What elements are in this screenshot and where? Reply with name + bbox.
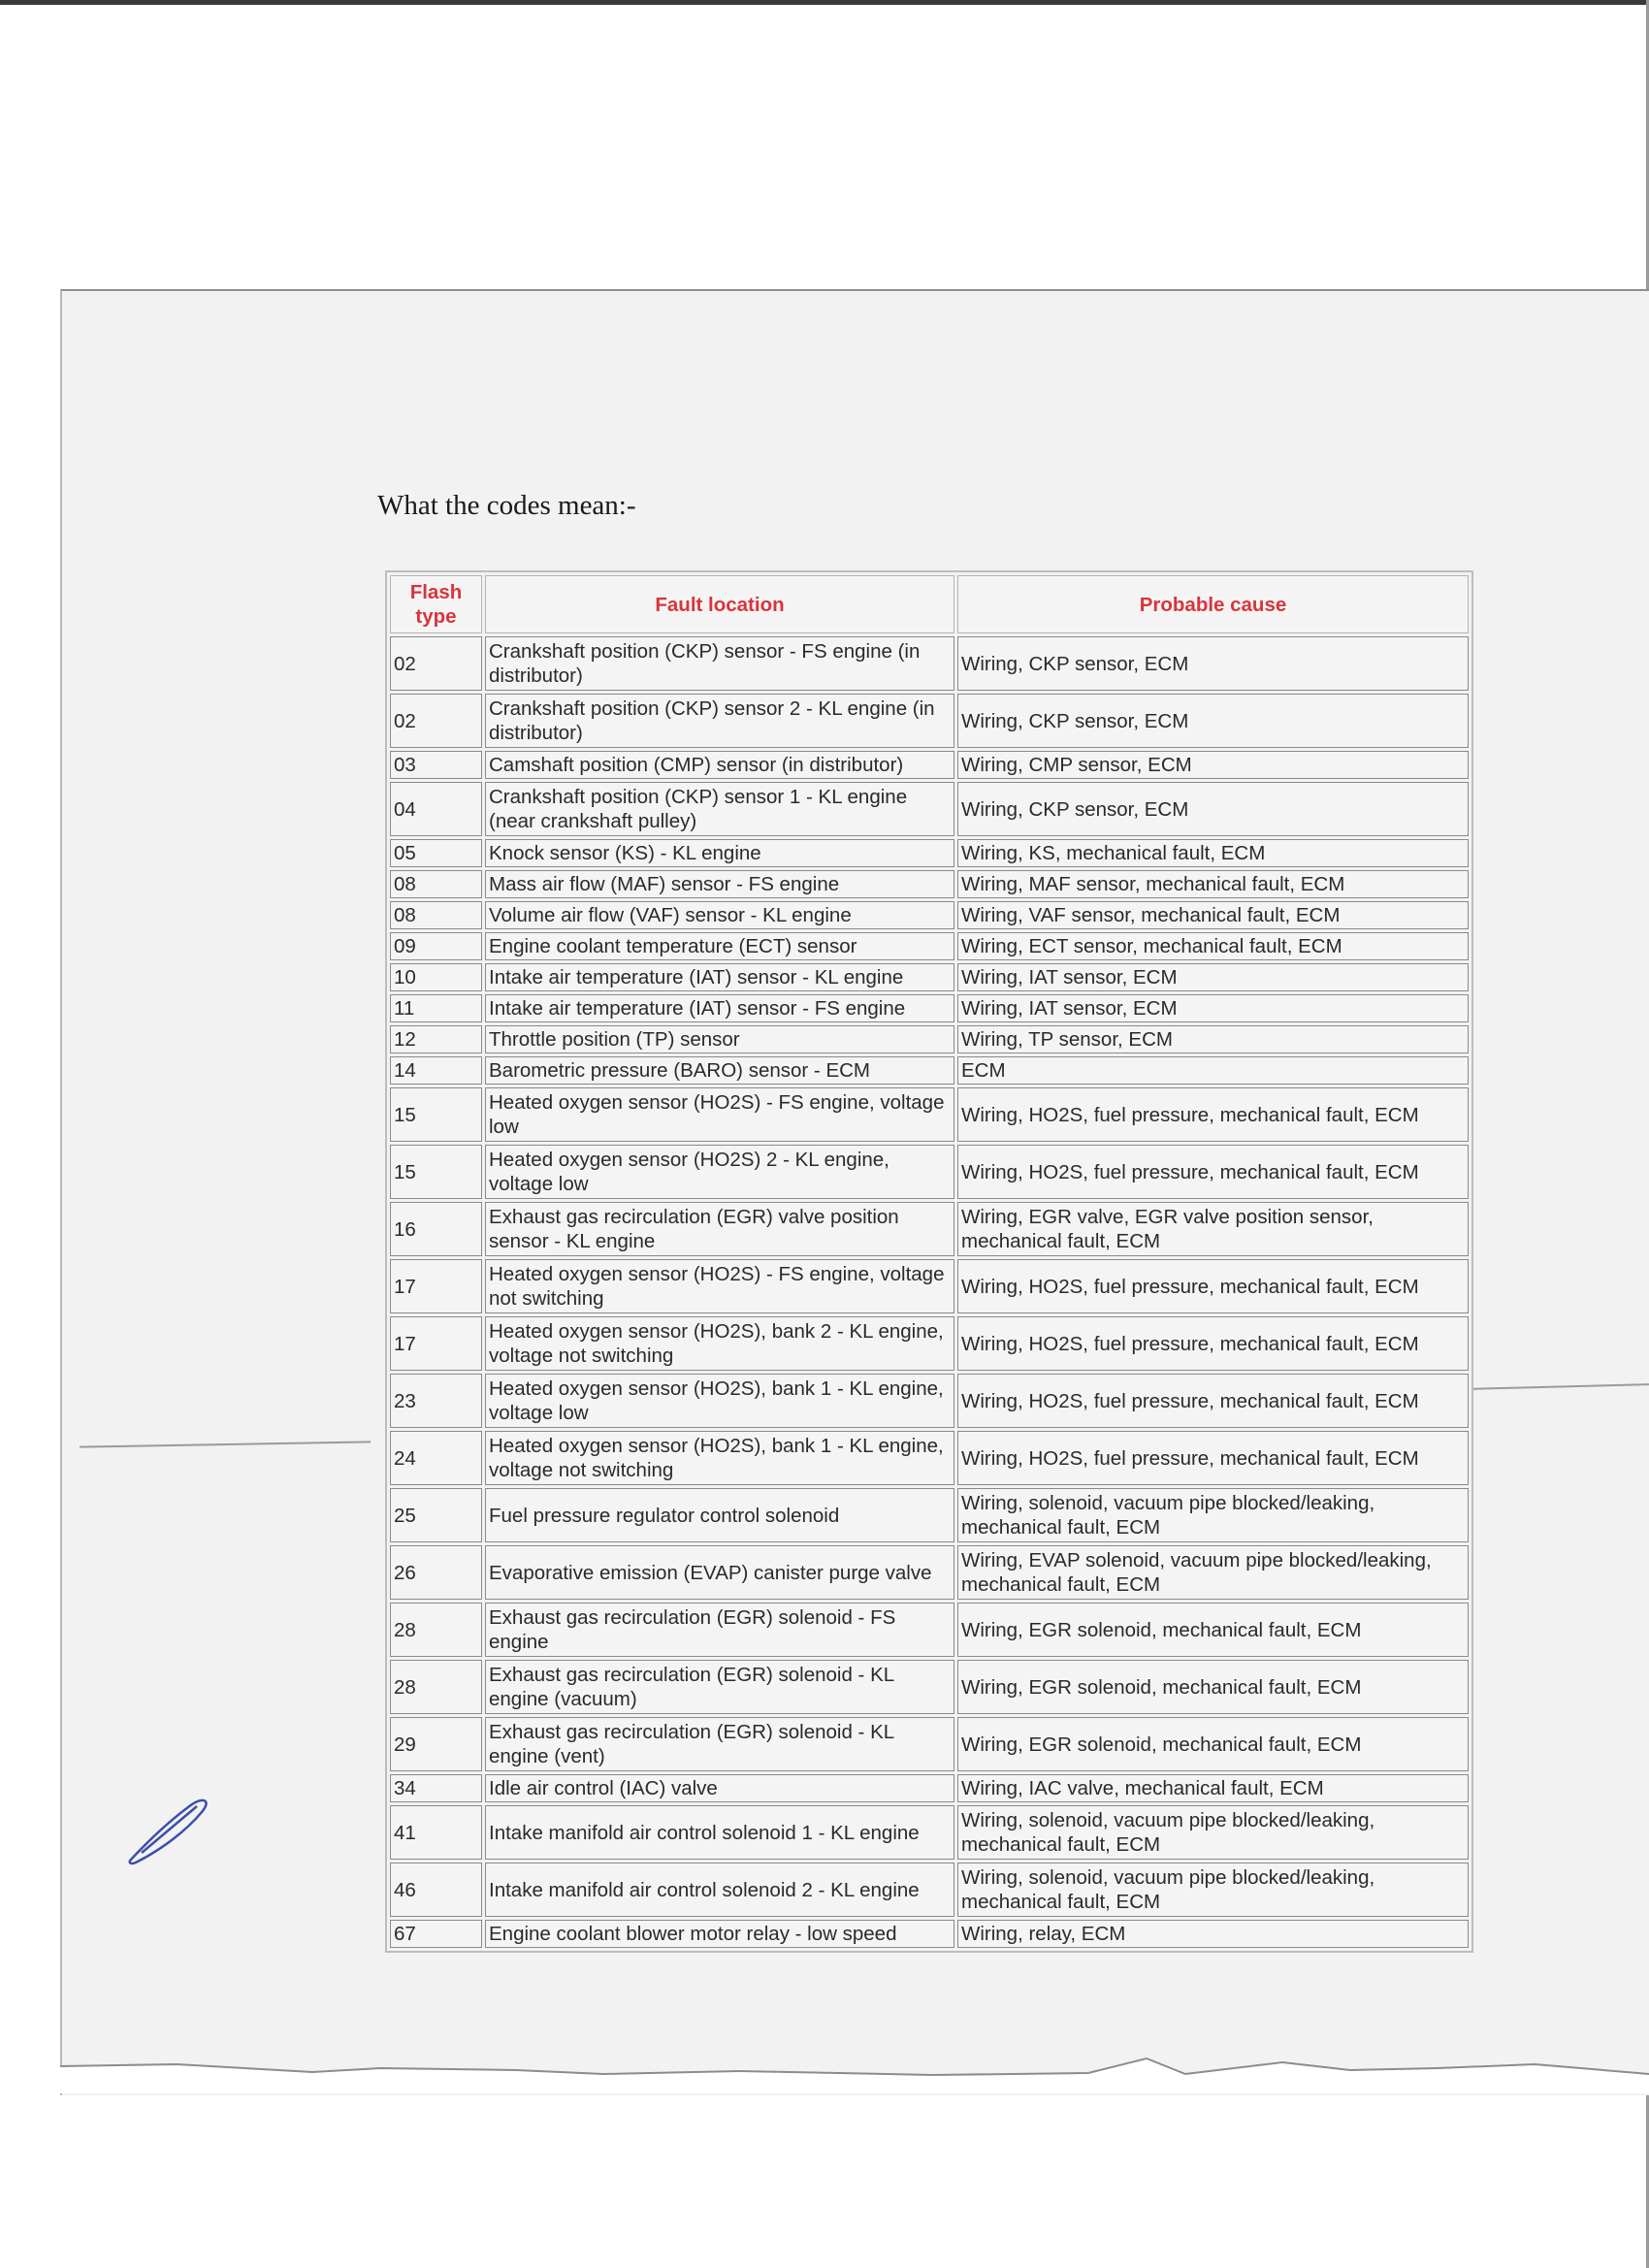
- probable-cause-cell: Wiring, HO2S, fuel pressure, mechanical fault, ECM: [957, 1145, 1469, 1199]
- flash-type-cell: 15: [390, 1087, 482, 1142]
- probable-cause-cell: Wiring, TP sensor, ECM: [957, 1025, 1469, 1053]
- fault-location-cell: Engine coolant temperature (ECT) sensor: [485, 932, 954, 960]
- fault-location-cell: Exhaust gas recirculation (EGR) solenoid - KL engine (vacuum): [485, 1660, 954, 1714]
- probable-cause-cell: Wiring, EGR valve, EGR valve position sensor, mechanical fault, ECM: [957, 1202, 1469, 1256]
- probable-cause-cell: Wiring, solenoid, vacuum pipe blocked/leaking, mechanical fault, ECM: [957, 1805, 1469, 1860]
- flash-type-cell: 02: [390, 694, 482, 748]
- fault-location-cell: Heated oxygen sensor (HO2S) - FS engine, voltage not switching: [485, 1259, 954, 1313]
- probable-cause-cell: Wiring, HO2S, fuel pressure, mechanical fault, ECM: [957, 1259, 1469, 1313]
- probable-cause-cell: Wiring, EGR solenoid, mechanical fault, ECM: [957, 1717, 1469, 1771]
- flash-type-cell: 23: [390, 1374, 482, 1428]
- fault-location-cell: Evaporative emission (EVAP) canister purge valve: [485, 1545, 954, 1600]
- torn-paper-edge: [60, 2045, 1649, 2093]
- probable-cause-cell: Wiring, HO2S, fuel pressure, mechanical fault, ECM: [957, 1316, 1469, 1371]
- probable-cause-cell: Wiring, IAC valve, mechanical fault, ECM: [957, 1774, 1469, 1802]
- table-row: [390, 932, 1469, 960]
- fault-location-cell: Exhaust gas recirculation (EGR) solenoid - FS engine: [485, 1603, 954, 1657]
- column-header-fault-location: Fault location: [485, 575, 954, 633]
- flash-type-cell: 15: [390, 1145, 482, 1199]
- fault-location-cell: Camshaft position (CMP) sensor (in distributor): [485, 751, 954, 779]
- flash-type-cell: 05: [390, 839, 482, 867]
- table-row: [390, 1488, 1469, 1542]
- flash-type-cell: 10: [390, 963, 482, 991]
- table-row: [390, 782, 1469, 836]
- flash-type-cell: 34: [390, 1774, 482, 1802]
- fault-location-cell: Mass air flow (MAF) sensor - FS engine: [485, 870, 954, 898]
- table-row: [390, 1660, 1469, 1714]
- table-row: [390, 1805, 1469, 1860]
- probable-cause-cell: Wiring, EGR solenoid, mechanical fault, ECM: [957, 1660, 1469, 1714]
- flash-type-cell: 17: [390, 1259, 482, 1313]
- table-row: [390, 1259, 1469, 1313]
- probable-cause-cell: Wiring, IAT sensor, ECM: [957, 994, 1469, 1022]
- fault-location-cell: Intake manifold air control solenoid 1 - KL engine: [485, 1805, 954, 1860]
- probable-cause-cell: ECM: [957, 1056, 1469, 1085]
- flash-type-cell: 25: [390, 1488, 482, 1542]
- fault-location-cell: Heated oxygen sensor (HO2S), bank 2 - KL engine, voltage not switching: [485, 1316, 954, 1371]
- probable-cause-cell: Wiring, ECT sensor, mechanical fault, ECM: [957, 932, 1469, 960]
- table-row: [390, 694, 1469, 748]
- table-row: [390, 1717, 1469, 1771]
- probable-cause-cell: Wiring, relay, ECM: [957, 1920, 1469, 1948]
- table-row: [390, 1087, 1469, 1142]
- flash-type-cell: 17: [390, 1316, 482, 1371]
- table-row: [390, 963, 1469, 991]
- probable-cause-cell: Wiring, CKP sensor, ECM: [957, 782, 1469, 836]
- flash-type-cell: 41: [390, 1805, 482, 1860]
- table-row: [390, 1603, 1469, 1657]
- flash-type-cell: 08: [390, 901, 482, 929]
- fault-location-cell: Crankshaft position (CKP) sensor 2 - KL engine (in distributor): [485, 694, 954, 748]
- table-row: [390, 1056, 1469, 1085]
- probable-cause-cell: Wiring, EVAP solenoid, vacuum pipe blocked/leaking, mechanical fault, ECM: [957, 1545, 1469, 1600]
- probable-cause-cell: Wiring, HO2S, fuel pressure, mechanical fault, ECM: [957, 1431, 1469, 1485]
- probable-cause-cell: Wiring, KS, mechanical fault, ECM: [957, 839, 1469, 867]
- table-row: [390, 901, 1469, 929]
- table-header-row: [390, 575, 1469, 633]
- flash-type-cell: 67: [390, 1920, 482, 1948]
- fault-location-cell: Throttle position (TP) sensor: [485, 1025, 954, 1053]
- table-row: [390, 1145, 1469, 1199]
- column-header-flash-type: Flash type: [390, 575, 482, 633]
- flash-type-cell: 03: [390, 751, 482, 779]
- table-row: [390, 636, 1469, 691]
- fault-location-cell: Crankshaft position (CKP) sensor - FS engine (in distributor): [485, 636, 954, 691]
- table-row: [390, 1316, 1469, 1371]
- fault-location-cell: Heated oxygen sensor (HO2S) 2 - KL engine, voltage low: [485, 1145, 954, 1199]
- flash-type-cell: 11: [390, 994, 482, 1022]
- fault-location-cell: Heated oxygen sensor (HO2S), bank 1 - KL engine, voltage not switching: [485, 1431, 954, 1485]
- probable-cause-cell: Wiring, CKP sensor, ECM: [957, 694, 1469, 748]
- fault-location-cell: Exhaust gas recirculation (EGR) solenoid - KL engine (vent): [485, 1717, 954, 1771]
- flash-type-cell: 09: [390, 932, 482, 960]
- table-row: [390, 751, 1469, 779]
- probable-cause-cell: Wiring, IAT sensor, ECM: [957, 963, 1469, 991]
- fault-location-cell: Heated oxygen sensor (HO2S) - FS engine, voltage low: [485, 1087, 954, 1142]
- flash-type-cell: 16: [390, 1202, 482, 1256]
- table-row: [390, 994, 1469, 1022]
- table-row: [390, 1774, 1469, 1802]
- probable-cause-cell: Wiring, CKP sensor, ECM: [957, 636, 1469, 691]
- table-row: [390, 1431, 1469, 1485]
- fault-location-cell: Intake air temperature (IAT) sensor - KL engine: [485, 963, 954, 991]
- probable-cause-cell: Wiring, solenoid, vacuum pipe blocked/leaking, mechanical fault, ECM: [957, 1488, 1469, 1542]
- flash-type-cell: 04: [390, 782, 482, 836]
- fault-location-cell: Exhaust gas recirculation (EGR) valve position sensor - KL engine: [485, 1202, 954, 1256]
- table-row: [390, 1863, 1469, 1917]
- table-row: [390, 839, 1469, 867]
- fault-codes-table: [385, 570, 1473, 1953]
- probable-cause-cell: Wiring, VAF sensor, mechanical fault, ECM: [957, 901, 1469, 929]
- table-row: [390, 1202, 1469, 1256]
- table-row: [390, 1545, 1469, 1600]
- probable-cause-cell: Wiring, HO2S, fuel pressure, mechanical fault, ECM: [957, 1374, 1469, 1428]
- flash-type-cell: 14: [390, 1056, 482, 1085]
- probable-cause-cell: Wiring, MAF sensor, mechanical fault, ECM: [957, 870, 1469, 898]
- flash-type-cell: 24: [390, 1431, 482, 1485]
- flash-type-cell: 28: [390, 1660, 482, 1714]
- page-heading: What the codes mean:-: [377, 490, 636, 521]
- flash-type-cell: 08: [390, 870, 482, 898]
- fault-location-cell: Fuel pressure regulator control solenoid: [485, 1488, 954, 1542]
- fault-location-cell: Idle air control (IAC) valve: [485, 1774, 954, 1802]
- probable-cause-cell: Wiring, solenoid, vacuum pipe blocked/leaking, mechanical fault, ECM: [957, 1863, 1469, 1917]
- table-row: [390, 1920, 1469, 1948]
- flash-type-cell: 26: [390, 1545, 482, 1600]
- fault-location-cell: Crankshaft position (CKP) sensor 1 - KL engine (near crankshaft pulley): [485, 782, 954, 836]
- fault-location-cell: Intake manifold air control solenoid 2 - KL engine: [485, 1863, 954, 1917]
- probable-cause-cell: Wiring, CMP sensor, ECM: [957, 751, 1469, 779]
- fault-location-cell: Heated oxygen sensor (HO2S), bank 1 - KL engine, voltage low: [485, 1374, 954, 1428]
- flash-type-cell: 29: [390, 1717, 482, 1771]
- fault-location-cell: Volume air flow (VAF) sensor - KL engine: [485, 901, 954, 929]
- fault-location-cell: Barometric pressure (BARO) sensor - ECM: [485, 1056, 954, 1085]
- scan-top-edge: [0, 0, 1649, 5]
- column-header-probable-cause: Probable cause: [957, 575, 1469, 633]
- table-row: [390, 1025, 1469, 1053]
- probable-cause-cell: Wiring, EGR solenoid, mechanical fault, ECM: [957, 1603, 1469, 1657]
- pen-scribble-icon: [124, 1793, 221, 1870]
- table-row: [390, 870, 1469, 898]
- fault-location-cell: Engine coolant blower motor relay - low speed: [485, 1920, 954, 1948]
- fault-location-cell: Knock sensor (KS) - KL engine: [485, 839, 954, 867]
- probable-cause-cell: Wiring, HO2S, fuel pressure, mechanical fault, ECM: [957, 1087, 1469, 1142]
- flash-type-cell: 02: [390, 636, 482, 691]
- flash-type-cell: 46: [390, 1863, 482, 1917]
- flash-type-cell: 12: [390, 1025, 482, 1053]
- fault-location-cell: Intake air temperature (IAT) sensor - FS engine: [485, 994, 954, 1022]
- flash-type-cell: 28: [390, 1603, 482, 1657]
- table-row: [390, 1374, 1469, 1428]
